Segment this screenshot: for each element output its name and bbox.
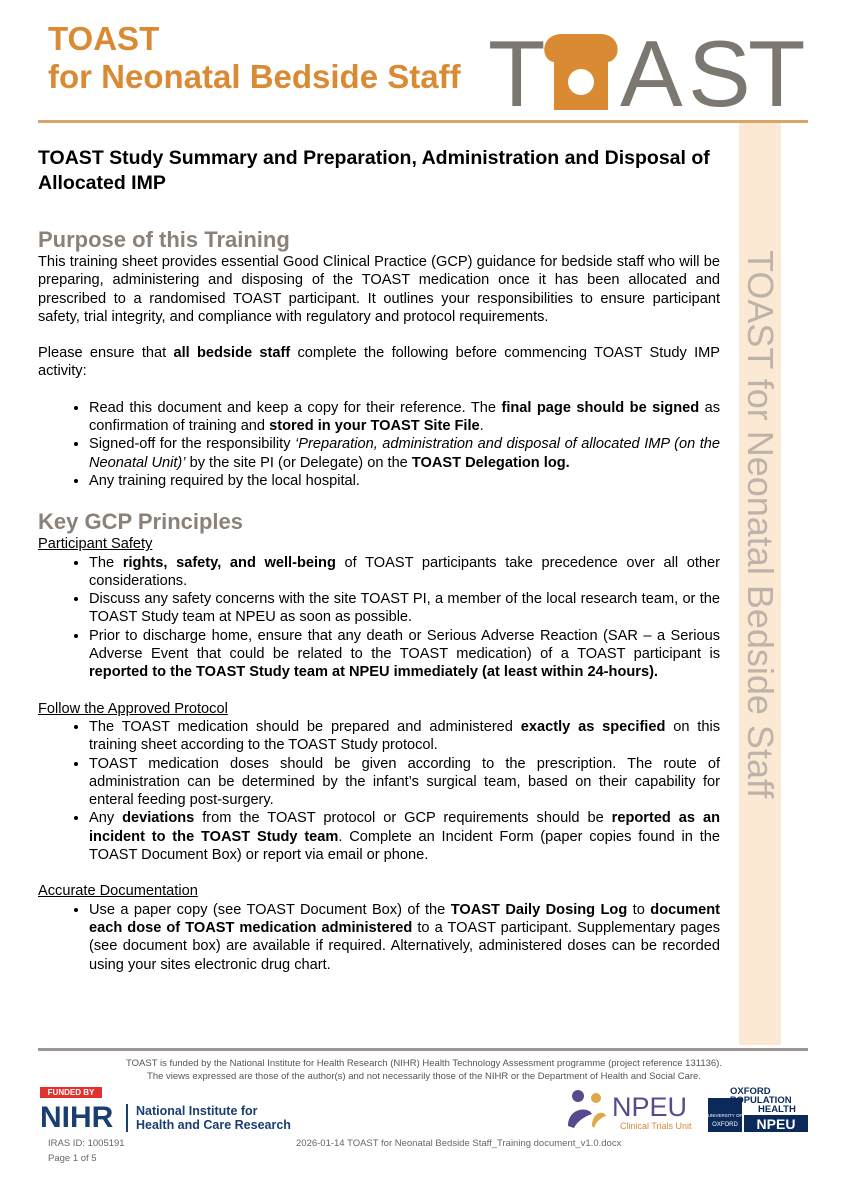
oph-line-1: OXFORD bbox=[730, 1086, 771, 1097]
oph-npeu-label: NPEU bbox=[756, 1116, 796, 1132]
npeu-ctu-logo bbox=[566, 1086, 698, 1132]
document-filename: 2026-01-14 TOAST for Neonatal Bedside Staff_Training document_v1.0.docx bbox=[296, 1138, 622, 1149]
list-item: • Use a paper copy (see TOAST Document Box) of the TOAST Daily Dosing Log to document each dose of TOAST medication administered to a TOAST participant. Supplementary pages (see document box) are available if required. Alternatively, administered doses can be recorded using your sites electronic drug chart. bbox=[89, 901, 720, 974]
toast-logo bbox=[488, 26, 810, 118]
documentation-list bbox=[38, 901, 720, 974]
funded-by-badge: FUNDED BY bbox=[40, 1087, 102, 1098]
nihr-logo: NIHR bbox=[40, 1101, 114, 1134]
documentation-subheading: Accurate Documentation bbox=[38, 883, 198, 900]
list-item: • The TOAST medication should be prepared and administered exactly as specified on this training sheet according to the TOAST Study protocol. bbox=[89, 718, 720, 755]
nihr-divider bbox=[126, 1104, 128, 1132]
toast-bread-icon bbox=[544, 34, 617, 110]
oph-line-3: HEALTH bbox=[758, 1104, 796, 1115]
purpose-heading: Purpose of this Training bbox=[38, 227, 290, 252]
ensure-paragraph: Please ensure that all bedside staff complete the following before commencing TOAST Study IMP activity: bbox=[38, 345, 721, 380]
funding-statement bbox=[60, 1058, 788, 1083]
npeu-people-icon bbox=[568, 1090, 606, 1128]
page-number: Page 1 of 5 bbox=[48, 1153, 97, 1164]
list-item: • Signed-off for the responsibility ‘Preparation, administration and disposal of allocated IMP (on the Neonatal Unit)’ by the site PI (or Delegate) on the TOAST Delegation log. bbox=[89, 435, 720, 472]
list-item: • Any training required by the local hospital. bbox=[89, 472, 720, 490]
participant-safety-subheading: Participant Safety bbox=[38, 536, 153, 553]
oxford-label: OXFORD bbox=[712, 1122, 738, 1128]
oph-line-2: POPULATION bbox=[730, 1095, 792, 1106]
gcp-heading: Key GCP Principles bbox=[38, 509, 244, 535]
purpose-paragraph: This training sheet provides essential Good Clinical Practice (GCP) guidance for bedside staff who will be preparing, administering and disposing of the TOAST medication once it has been allocated and prescribed to a randomised TOAST participant. It outlines your responsibilities to ensure participant safety, trial integrity, and compliance with regulatory and protocol requirements. bbox=[38, 254, 720, 325]
logo-letter-t: T bbox=[488, 26, 546, 118]
funding-line-1: TOAST is funded by the National Institute for Health Research (NIHR) Health Technology Assessment programme (project reference 131136). bbox=[126, 1058, 722, 1069]
header-title-line1: TOAST bbox=[48, 20, 160, 57]
logo-letter-s: S bbox=[688, 26, 751, 118]
iras-id: IRAS ID: 1005191 bbox=[48, 1138, 125, 1149]
list-item: • TOAST medication doses should be given according to the prescription. The route of administration can be determined by the infant’s surgical team, based on their capability for enteral feeding post-surgery. bbox=[89, 755, 720, 810]
list-item: • Discuss any safety concerns with the site TOAST PI, a member of the local research team, or the TOAST Study team at NPEU as soon as possible. bbox=[89, 590, 720, 627]
document-title: TOAST Study Summary and Preparation, Administration and Disposal of Allocated IMP bbox=[38, 147, 710, 194]
side-vertical-title: TOAST for Neonatal Bedside Staff bbox=[740, 250, 781, 799]
npeu-wordmark: NPEU bbox=[612, 1092, 688, 1122]
safety-list bbox=[38, 554, 720, 682]
university-of-label: UNIVERSITY OF bbox=[708, 1113, 743, 1118]
footer-divider bbox=[38, 1048, 808, 1051]
funding-line-2: The views expressed are those of the author(s) and not necessarily those of the NIHR or the Department of Health and Social Care. bbox=[147, 1070, 701, 1082]
protocol-list bbox=[38, 718, 720, 864]
header-divider bbox=[38, 120, 808, 123]
prerequisite-list bbox=[38, 399, 720, 490]
nihr-full-name: National Institute for Health and Care Research bbox=[136, 1104, 291, 1132]
logo-letter-a: A bbox=[620, 26, 683, 118]
list-item: • Any deviations from the TOAST protocol or GCP requirements should be reported as an incident to the TOAST Study team. Complete an Incident Form (paper copies found in the TOAST Document Box) or report via email or phone. bbox=[89, 809, 720, 864]
oxford-population-health-logo bbox=[708, 1086, 808, 1132]
list-item: • Read this document and keep a copy for their reference. The final page should be signed as confirmation of training and stored in your TOAST Site File. bbox=[89, 399, 720, 436]
list-item: • The rights, safety, and well-being of TOAST participants take precedence over all other considerations. bbox=[89, 554, 720, 591]
logo-letter-t2: T bbox=[748, 26, 806, 118]
list-item: • Prior to discharge home, ensure that any death or Serious Adverse Reaction (SAR – a Serious Adverse Event that could be related to the TOAST medication) of a TOAST participant is reported to the TOAST Study team at NPEU immediately (at least within 24-hours). bbox=[89, 627, 720, 682]
header-title bbox=[48, 20, 461, 96]
header-title-line2: for Neonatal Bedside Staff bbox=[48, 58, 461, 95]
protocol-subheading: Follow the Approved Protocol bbox=[38, 700, 228, 717]
npeu-ctu-label: Clinical Trials Unit bbox=[620, 1121, 692, 1131]
document-body bbox=[38, 146, 720, 974]
